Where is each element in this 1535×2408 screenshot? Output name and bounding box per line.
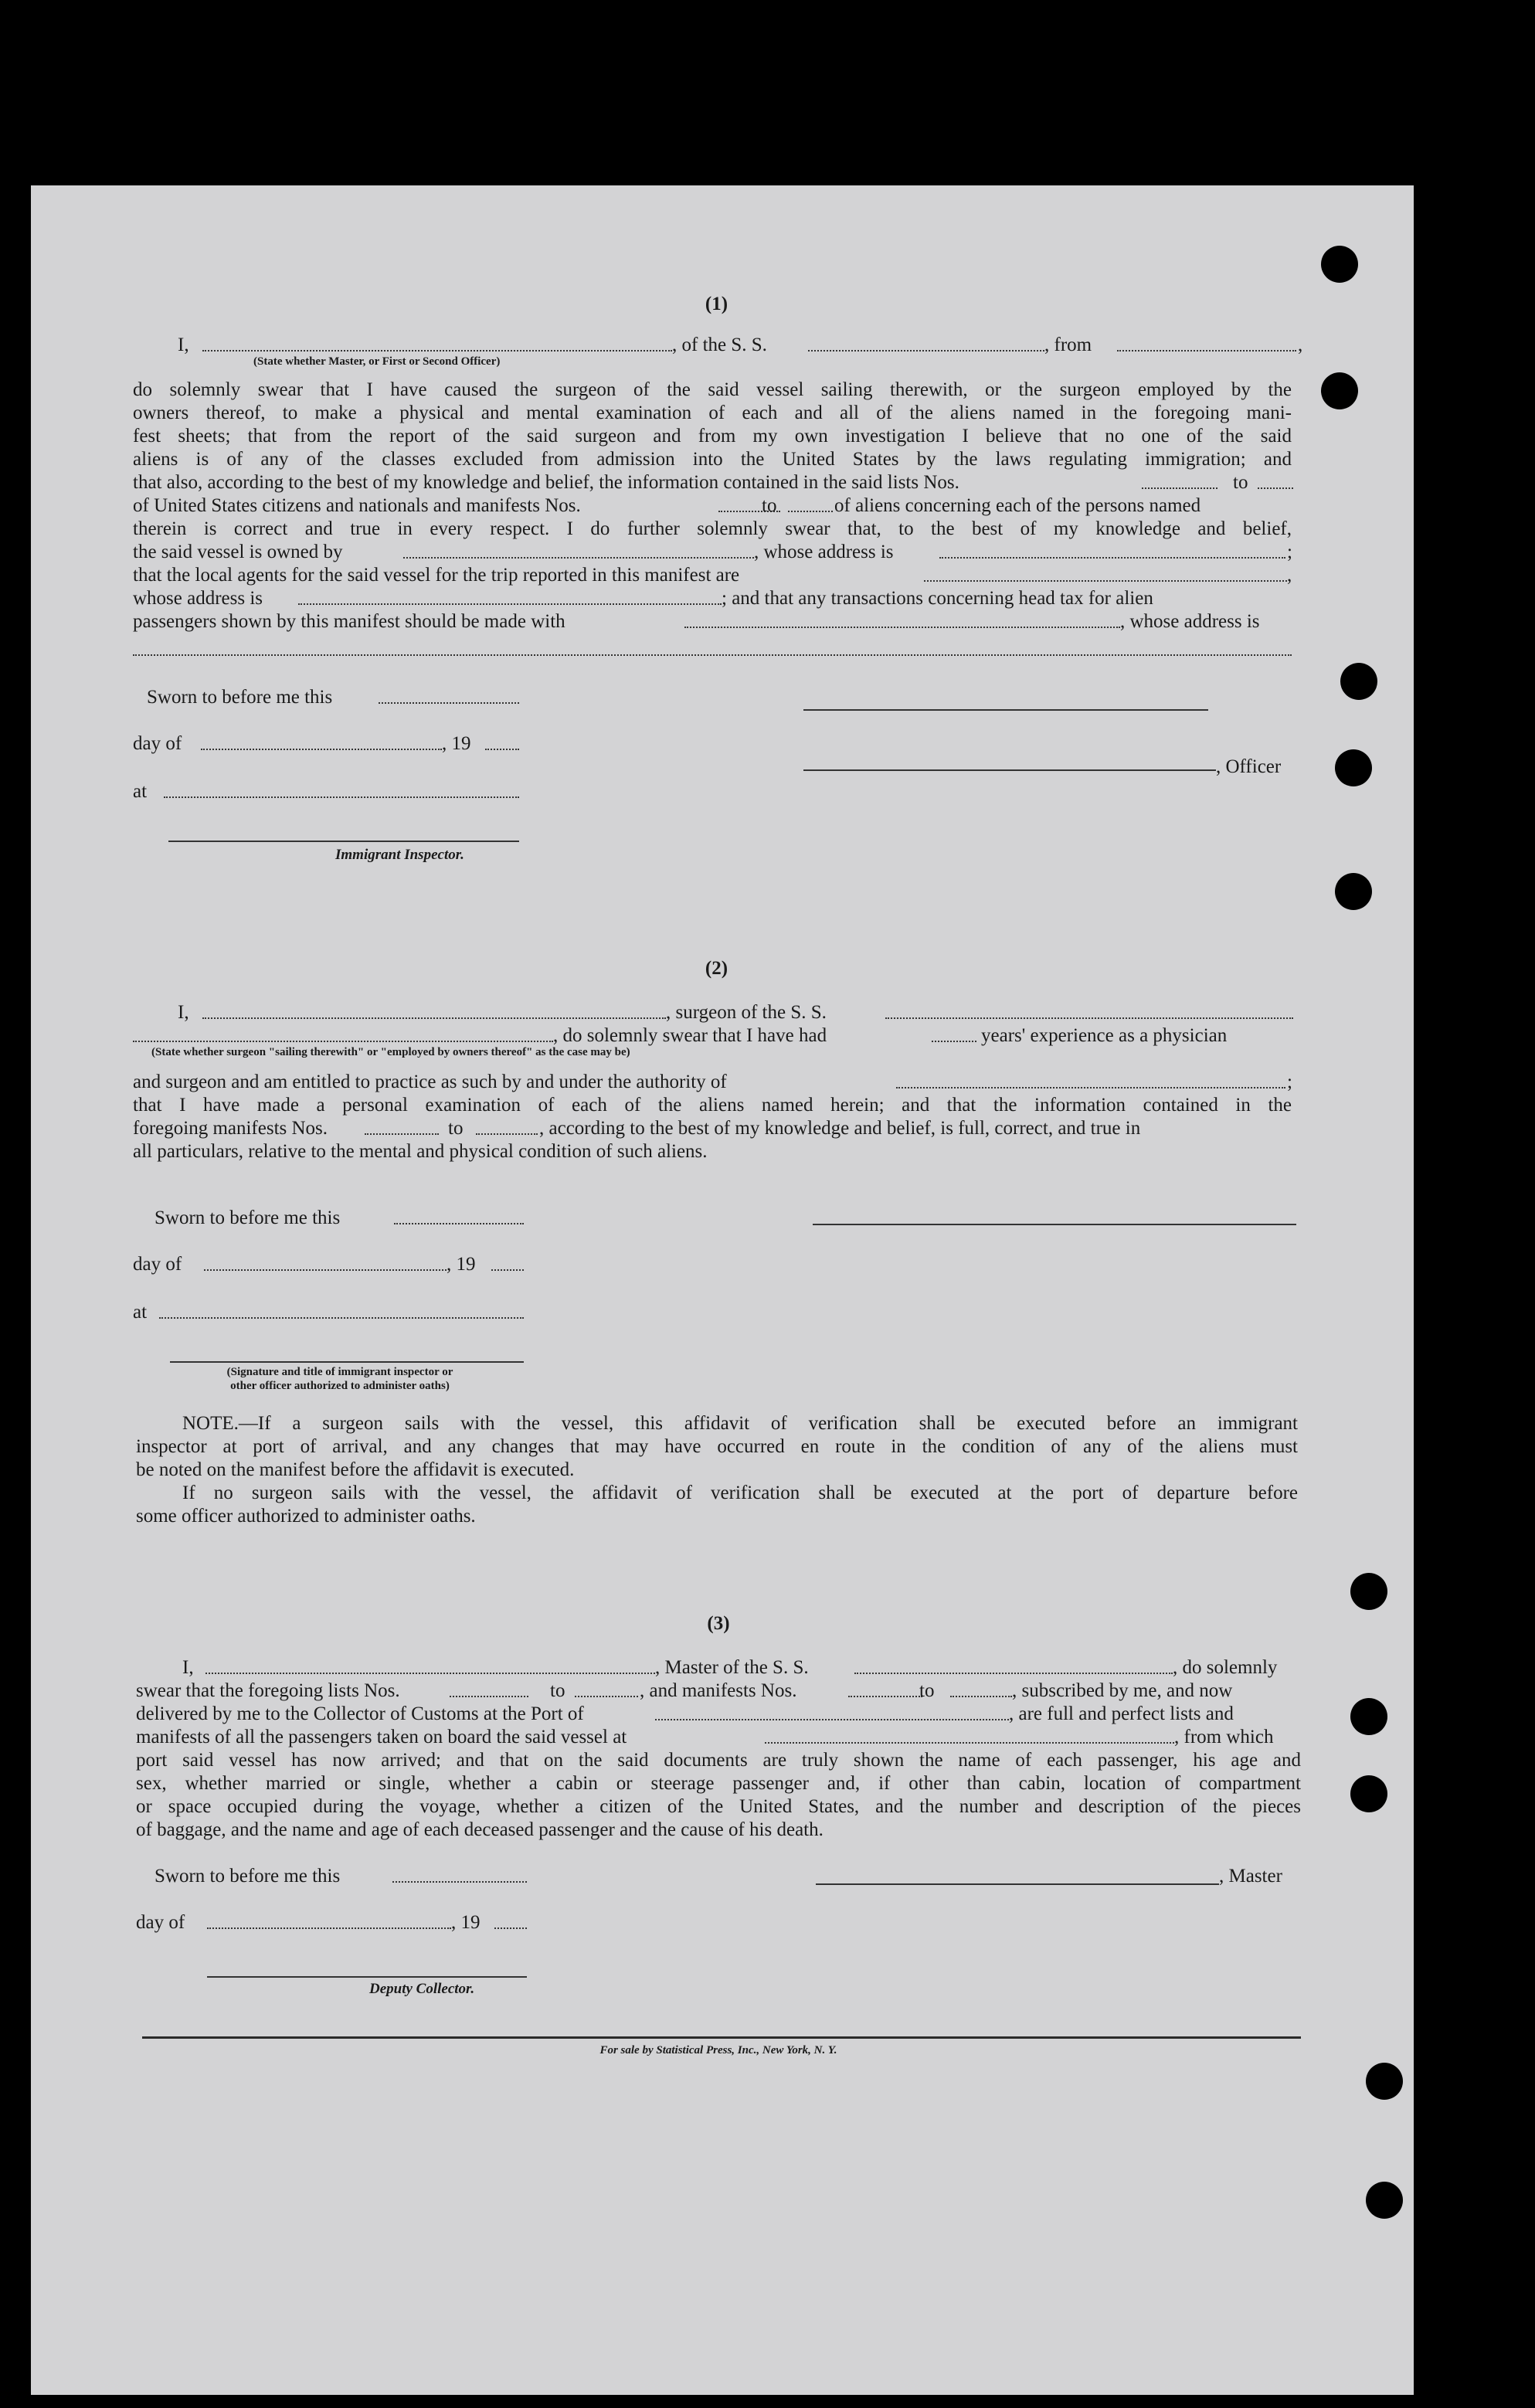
s1-officer-signature-line-1[interactable] <box>803 709 1208 711</box>
s1-officer-label: , Officer <box>1216 756 1282 777</box>
s2-vessel-field[interactable] <box>885 1017 1293 1019</box>
footer-rule <box>142 2036 1301 2039</box>
s1-body-line-8: the said vessel is owned by <box>133 542 343 562</box>
s1-year-label: , 19 <box>442 733 471 754</box>
s2-authority-field[interactable] <box>896 1086 1285 1089</box>
s1-body-line-3: fest sheets; that from the report of the said surgeon and from my own investigation I believe that no one of the said <box>133 426 1292 447</box>
s1-officer-signature-line-2[interactable] <box>803 769 1216 771</box>
s1-at-label: at <box>133 781 148 802</box>
s3-master-name-field[interactable] <box>205 1672 655 1674</box>
s2-surgeon-signature-line[interactable] <box>813 1224 1296 1225</box>
s2-year-label: , 19 <box>447 1254 476 1275</box>
s3-body-line-2: delivered by me to the Collector of Customs at the Port of <box>136 1703 584 1724</box>
punch-hole <box>1321 372 1358 409</box>
s1-body-line-2: owners thereof, to make a physical and mental examination of each and all of the aliens named in the foregoing mani- <box>133 402 1292 423</box>
s3-body-line-3: manifests of all the passengers taken on board the said vessel at <box>136 1727 627 1747</box>
s1-whose-address-1: , whose address is <box>754 542 894 562</box>
s1-from-field[interactable] <box>1117 349 1296 352</box>
s2-at-field[interactable] <box>159 1316 524 1319</box>
s3-master-of-label: , Master of the S. S. <box>655 1657 809 1678</box>
punch-hole <box>1366 2063 1403 2100</box>
punch-hole <box>1350 1698 1387 1735</box>
s1-head-tax-agent-field[interactable] <box>684 626 1120 628</box>
s3-manifests-from-field[interactable] <box>848 1695 922 1697</box>
punch-hole <box>1366 2182 1403 2219</box>
s1-body-line-11: passengers shown by this manifest should be made with <box>133 611 565 632</box>
s3-body-line-7: of baggage, and the name and age of each deceased passenger and the cause of his death. <box>136 1819 824 1840</box>
s1-head-tax: ; and that any transactions concerning head tax for alien <box>722 588 1153 609</box>
s3-master-label: , Master <box>1219 1866 1282 1887</box>
s1-body-line-9: that the local agents for the said vessel for the trip reported in this manifest are <box>133 565 740 586</box>
s2-at-label: at <box>133 1302 148 1323</box>
s1-to-label-1: to <box>1233 472 1248 493</box>
s2-surgeon-of-label: , surgeon of the S. S. <box>666 1002 827 1023</box>
s2-note-line-1: NOTE.—If a surgeon sails with the vessel, this affidavit of verification shall be executed before an immigrant <box>182 1413 1298 1434</box>
s3-body-line-6: or space occupied during the voyage, whether a citizen of the United States, and the number and description of the pieces <box>136 1796 1301 1817</box>
s1-body-line-5: that also, according to the best of my knowledge and belief, the information contained in the said lists Nos. <box>133 472 959 493</box>
s1-lists-from-field[interactable] <box>1142 487 1217 489</box>
s3-sworn-label: Sworn to before me this <box>155 1866 341 1887</box>
s2-signature-hint-1: (Signature and title of immigrant inspector or <box>226 1366 453 1378</box>
s2-manifests-to-field[interactable] <box>476 1133 538 1135</box>
s1-manifests-to-field[interactable] <box>788 510 833 512</box>
s3-do-solemnly: , do solemnly <box>1173 1657 1278 1678</box>
s3-lists-from-field[interactable] <box>450 1695 528 1697</box>
s1-whose-address-2: , whose address is <box>1120 611 1260 632</box>
s1-day-of-label: day of <box>133 733 182 754</box>
s3-body-line-1: swear that the foregoing lists Nos. <box>136 1680 400 1701</box>
s1-agents-field[interactable] <box>924 579 1287 582</box>
punch-hole <box>1335 749 1372 786</box>
s2-sworn-day-field[interactable] <box>394 1222 524 1224</box>
s3-year-label: , 19 <box>451 1912 481 1933</box>
s1-sworn-label: Sworn to before me this <box>147 687 333 708</box>
s2-signature-hint-2: other officer authorized to administer oaths) <box>230 1380 450 1392</box>
s2-surgeon-name-field[interactable] <box>202 1017 666 1019</box>
s1-to-label-2: to <box>762 495 777 516</box>
s1-inspector-signature-line[interactable] <box>168 841 519 842</box>
s3-deputy-signature-line[interactable] <box>207 1976 527 1978</box>
s2-body-line-1: and surgeon and am entitled to practice as such by and under the authority of <box>133 1072 727 1092</box>
s2-status-hint: (State whether surgeon "sailing therewith" or "employed by owners thereof" as the case may be) <box>151 1046 630 1058</box>
s3-subscribed: , subscribed by me, and now <box>1012 1680 1233 1701</box>
s2-manifests-from-field[interactable] <box>365 1133 439 1135</box>
s1-lists-to-field[interactable] <box>1258 487 1293 489</box>
s2-years-label: years' experience as a physician <box>981 1025 1228 1046</box>
s2-month-field[interactable] <box>204 1269 447 1271</box>
s3-to-label-1: to <box>550 1680 565 1701</box>
s1-year-field[interactable] <box>485 748 519 750</box>
s3-year-field[interactable] <box>494 1927 527 1929</box>
s3-sworn-day-field[interactable] <box>392 1880 527 1883</box>
s2-note-line-5: some officer authorized to administer oaths. <box>136 1506 476 1527</box>
s1-body-line-6: of United States citizens and nationals and manifests Nos. <box>133 495 581 516</box>
s2-years-field[interactable] <box>932 1040 976 1042</box>
punch-hole <box>1350 1573 1387 1610</box>
s1-from-label: , from <box>1044 335 1092 355</box>
s2-body-line-3: foregoing manifests Nos. <box>133 1118 328 1139</box>
s2-note-line-2: inspector at port of arrival, and any changes that may have occurred en route in the condition of any of the aliens must <box>136 1436 1298 1457</box>
s1-at-field[interactable] <box>164 796 519 798</box>
s2-sworn-label: Sworn to before me this <box>155 1207 341 1228</box>
s3-deputy-label: Deputy Collector. <box>369 1981 475 1997</box>
s3-from-which: , from which <box>1174 1727 1274 1747</box>
s1-body-line-1: do solemnly swear that I have caused the surgeon of the said vessel sailing therewith, or the surgeon employed by the <box>133 379 1292 400</box>
s3-vessel-field[interactable] <box>854 1672 1173 1674</box>
s3-body-line-5: sex, whether married or single, whether a cabin or steerage passenger and, if other than cabin, location of compartment <box>136 1773 1301 1794</box>
section-1-number: (1) <box>705 294 728 314</box>
s1-month-field[interactable] <box>201 748 442 750</box>
s2-body-line-4: all particulars, relative to the mental and physical condition of such aliens. <box>133 1141 708 1162</box>
punch-hole <box>1335 873 1372 910</box>
s2-year-field[interactable] <box>491 1269 524 1271</box>
section-2-number: (2) <box>705 958 728 979</box>
s1-inspector-label: Immigrant Inspector. <box>335 847 464 863</box>
s1-of-ss-label: , of the S. S. <box>672 335 767 355</box>
s2-according: , according to the best of my knowledge and belief, is full, correct, and true in <box>539 1118 1141 1139</box>
s2-note-line-4: If no surgeon sails with the vessel, the affidavit of verification shall be executed at the port of departure before <box>182 1482 1298 1503</box>
s3-full-perfect: , are full and perfect lists and <box>1009 1703 1234 1724</box>
s1-body-line-7: therein is correct and true in every respect. I do further solemnly swear that, to the best of my knowledge and belief, <box>133 518 1292 539</box>
section-3-number: (3) <box>707 1613 730 1634</box>
s1-officer-hint: (State whether Master, or First or Second Officer) <box>253 355 501 368</box>
s3-manifests-to-field[interactable] <box>950 1695 1012 1697</box>
s2-swear-label: , do solemnly swear that I have had <box>553 1025 827 1046</box>
punch-hole <box>1321 246 1358 283</box>
printer-imprint: For sale by Statistical Press, Inc., New York, N. Y. <box>599 2044 837 2056</box>
s3-to-label-2: to <box>919 1680 935 1701</box>
s2-to-label: to <box>448 1118 464 1139</box>
s3-body-line-4: port said vessel has now arrived; and that on the said documents are truly shown the name of each passenger, his age and <box>136 1750 1301 1771</box>
s3-I-label: I, <box>182 1657 194 1678</box>
punch-hole <box>1340 663 1377 700</box>
s1-aliens-concerning: of aliens concerning each of the persons named <box>834 495 1201 516</box>
s3-master-signature-line[interactable] <box>816 1883 1219 1885</box>
s3-day-of-label: day of <box>136 1912 185 1933</box>
s2-note-line-3: be noted on the manifest before the affidavit is executed. <box>136 1459 575 1480</box>
s2-signature-line[interactable] <box>170 1361 524 1363</box>
s1-vessel-field[interactable] <box>808 349 1044 352</box>
s2-I-label: I, <box>178 1002 189 1023</box>
s3-month-field[interactable] <box>207 1927 451 1929</box>
s3-port-field[interactable] <box>655 1718 1009 1720</box>
s3-lists-to-field[interactable] <box>575 1695 638 1697</box>
punch-hole <box>1350 1775 1387 1812</box>
s1-sworn-day-field[interactable] <box>379 701 519 704</box>
s2-day-of-label: day of <box>133 1254 182 1275</box>
s1-officer-name-field[interactable] <box>202 349 672 352</box>
s1-body-line-10: whose address is <box>133 588 263 609</box>
s2-status-field[interactable] <box>133 1040 553 1042</box>
s1-agents-address-field[interactable] <box>298 603 722 605</box>
s1-owner-field[interactable] <box>403 556 754 559</box>
s1-body-line-4: aliens is of any of the classes excluded from admission into the United States by the laws regulating immigration; and <box>133 449 1292 470</box>
s2-body-line-2: that I have made a personal examination of each of the aliens named herein; and that the information contained in the <box>133 1095 1292 1116</box>
s3-boarding-port-field[interactable] <box>765 1741 1174 1744</box>
s3-and-manifests: , and manifests Nos. <box>640 1680 797 1701</box>
s1-I-label: I, <box>178 335 189 355</box>
s1-head-tax-address-field[interactable] <box>133 654 1292 656</box>
s1-owner-address-field[interactable] <box>939 556 1285 559</box>
